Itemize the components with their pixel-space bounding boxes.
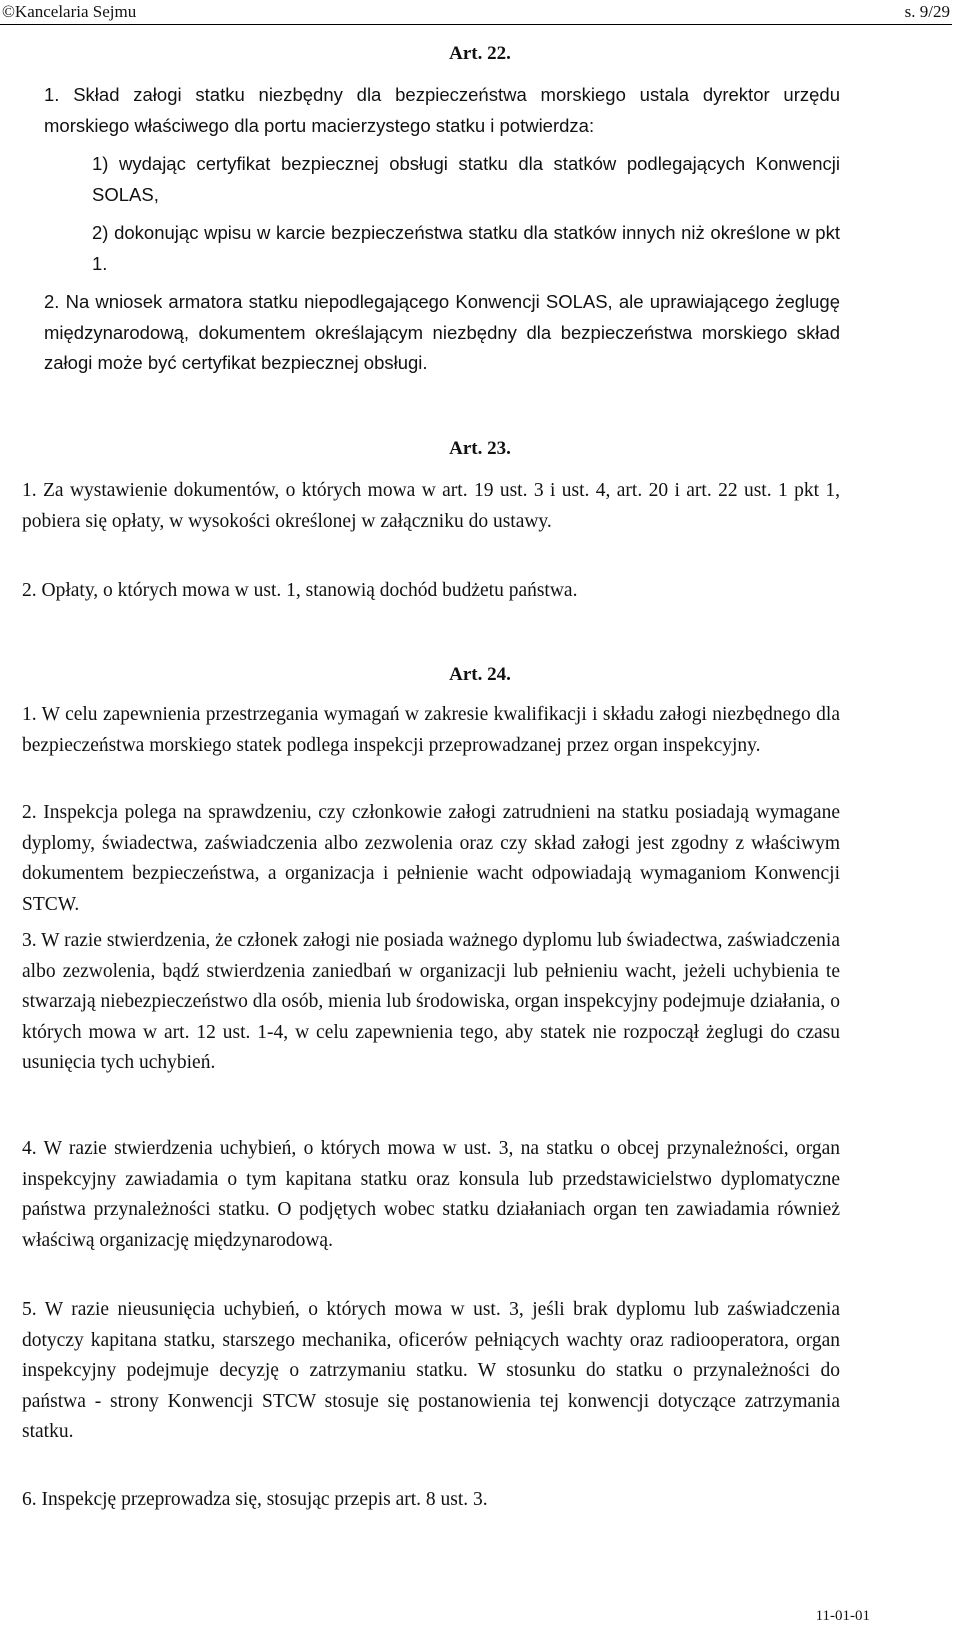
art-23-para-2: 2. Opłaty, o których mowa w ust. 1, stanowią dochód budżetu państwa. — [22, 580, 578, 601]
art-24-para-3: 3. W razie stwierdzenia, że członek załogi nie posiada ważnego dyplomu lub świadectwa, zaświadczenia albo zezwolenia, bądź stwierdzenia zaniedbań w organizacji lub pełnieniu wacht, jeżeli uchybienia te stwarzają niebezpieczeństwo dla osób, mienia lub środowiska, organ inspekcyjny podejmuje działania, o których mowa w art. 12 ust. 1-4, w celu zapewnienia tego, aby statek nie rozpoczął żeglugi do czasu usunięcia tych uchybień. — [22, 930, 840, 1073]
header-page-number: s. 9/29 — [904, 2, 950, 21]
art-22-title: Art. 22. — [449, 43, 511, 64]
art-22-point-1: 1) wydając certyfikat bezpiecznej obsługi statku dla statków podlegających Konwencji SOLAS, — [92, 153, 840, 205]
art-24-para-4: 4. W razie stwierdzenia uchybień, o których mowa w ust. 3, na statku o obcej przynależności, organ inspekcyjny zawiadamia o tym kapitana statku oraz konsula lub przedstawicielstwo dyplomatyczne państwa przynależności statku. O podjętych wobec statku działaniach organ ten zawiadamia również właściwą organizację międzynarodową. — [22, 1138, 840, 1251]
art-24-title: Art. 24. — [449, 664, 511, 685]
header-publisher: ©Kancelaria Sejmu — [2, 2, 137, 21]
page-header — [0, 0, 952, 25]
art-24-para-6: 6. Inspekcję przeprowadza się, stosując przepis art. 8 ust. 3. — [22, 1489, 488, 1510]
art-22-point-2: 2) dokonując wpisu w karcie bezpieczeństwa statku dla statków innych niż określone w pkt 1. — [92, 222, 840, 274]
document-code: 11-01-01 — [815, 1608, 870, 1624]
art-23-para-1: 1. Za wystawienie dokumentów, o których mowa w art. 19 ust. 3 i ust. 4, art. 20 i art. 22 ust. 1 pkt 1, pobiera się opłaty, w wysokości określonej w załączniku do ustawy. — [22, 480, 840, 532]
art-24-para-1: 1. W celu zapewnienia przestrzegania wymagań w zakresie kwalifikacji i składu załogi niezbędnego dla bezpieczeństwa morskiego statek podlega inspekcji przeprowadzanej przez organ inspekcyjny. — [22, 704, 840, 756]
art-23-title: Art. 23. — [449, 438, 511, 459]
art-24-para-5: 5. W razie nieusunięcia uchybień, o których mowa w ust. 3, jeśli brak dyplomu lub zaświadczenia dotyczy kapitana statku, starszego mechanika, oficerów pełniących wachty oraz radiooperatora, organ inspekcyjny podejmuje decyzję o zatrzymaniu statku. W stosunku do statku o przynależności do państwa - strony Konwencji STCW stosuje się postanowienia tej konwencji dotyczące zatrzymania statku. — [22, 1299, 840, 1442]
art-24-para-2: 2. Inspekcja polega na sprawdzeniu, czy członkowie załogi zatrudnieni na statku posiadają wymagane dyplomy, świadectwa, zaświadczenia albo zezwolenia oraz czy skład załogi jest zgodny z właściwym dokumentem bezpieczeństwa, a organizacja i pełnienie wacht odpowiadają wymaganiom Konwencji STCW. — [22, 802, 840, 915]
art-22-para-2: 2. Na wniosek armatora statku niepodlegającego Konwencji SOLAS, ale uprawiającego żeglugę międzynarodową, dokumentem określającym niezbędny dla bezpieczeństwa morskiego skład załogi może być certyfikat bezpiecznej obsługi. — [44, 291, 840, 373]
art-22-para-1: 1. Skład załogi statku niezbędny dla bezpieczeństwa morskiego ustala dyrektor urzędu morskiego właściwego dla portu macierzystego statku i potwierdza: — [44, 84, 840, 136]
